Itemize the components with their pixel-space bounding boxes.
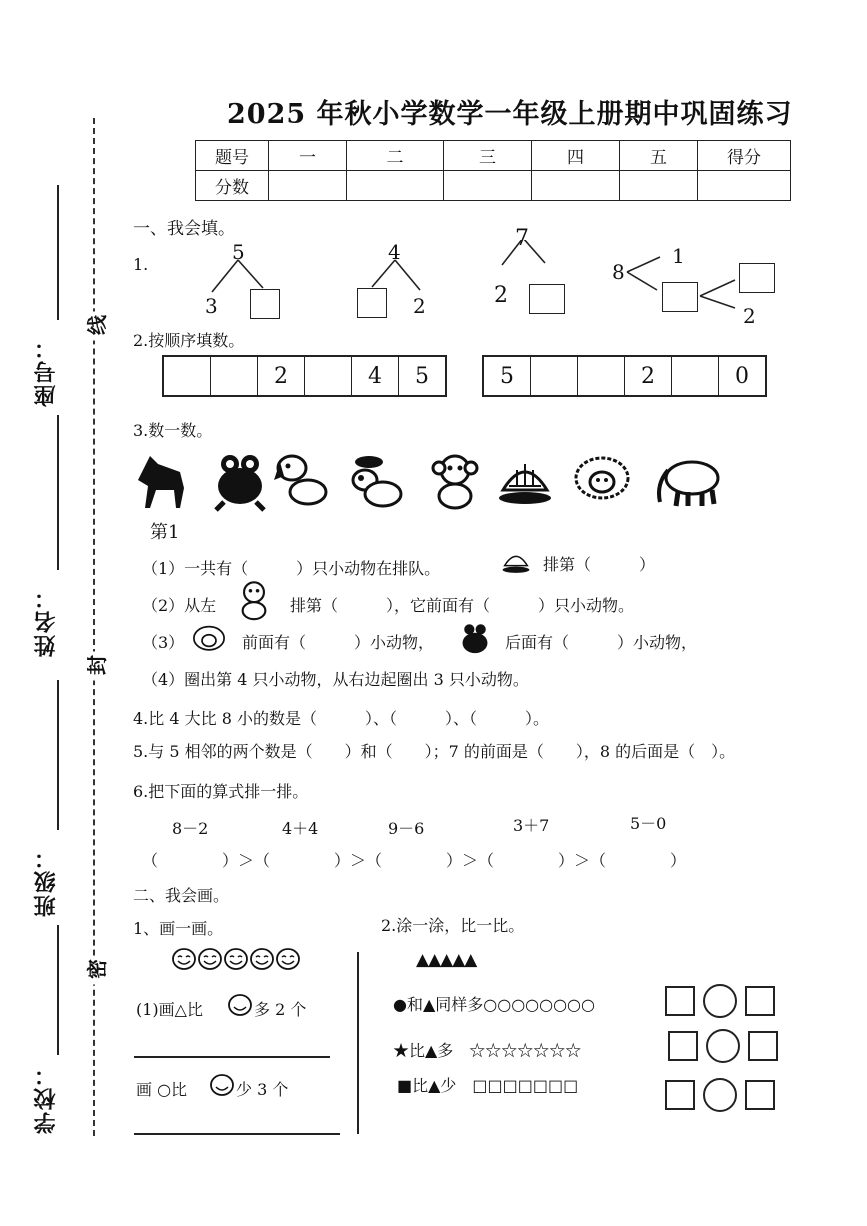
turtle-icon [495,450,555,512]
compare-answer-1 [665,986,775,1018]
score-row-label: 分数 [196,171,269,201]
frog-icon [458,618,492,660]
seq1-cell: 2 [258,357,305,395]
q1-tree1-top: 5 [232,240,245,264]
frog-icon [210,450,270,512]
q1-branch-middle-box[interactable] [662,282,698,312]
section1-heading: 一、我会填。 [133,219,235,239]
seq1-cell: 5 [415,363,429,389]
seq1-cell[interactable] [164,357,211,395]
seq1-cell[interactable] [305,357,352,395]
score-header-cell: 题号 [196,141,269,171]
q1-branch-b: 2 [743,304,756,328]
q3-line-3a: （3） [142,633,185,652]
score-table [195,140,791,201]
seq2-cell[interactable] [578,357,625,395]
seq1-cell: 4 [352,357,399,395]
compare-row-3: ■比▲少 □□□□□□□ [397,1076,579,1095]
compare-label: 2.涂一涂，比一比。 [381,916,525,935]
score-cell[interactable] [532,171,620,201]
answer-circle[interactable] [706,1029,740,1063]
school-blank-line[interactable] [57,925,59,1055]
seal-char-line: 线 [83,312,111,341]
draw-area-line-1[interactable] [134,1056,330,1058]
q1-tree2-right: 2 [413,294,426,318]
compare-row-2: ★比▲多 ☆☆☆☆☆☆☆ [393,1041,582,1060]
q3-line-2a: （2）从左 [142,596,217,615]
class-blank-line[interactable] [57,680,59,830]
q3-line-3b: 前面有（ ）小动物， [242,633,435,652]
score-cell[interactable] [620,171,698,201]
q3-line-1: （1）一共有（ ）只小动物在排队。 [142,559,441,578]
smiley-icon [172,948,196,970]
seat-label: 座号： [33,335,59,407]
seal-char-seal: 封 [83,652,111,681]
smiley-row [172,948,300,970]
answer-square[interactable] [745,986,775,1016]
draw-label: 1、画一画。 [133,919,224,938]
class-label: 班级： [33,845,59,917]
score-cell[interactable] [269,171,347,201]
turtle-icon [496,545,536,577]
smiley-icon [224,948,248,970]
score-header-cell: 五 [620,141,698,171]
dog-icon [270,450,330,512]
name-blank-line[interactable] [57,415,59,570]
q1-tree1-answer-box[interactable] [250,289,280,319]
q1-tree2-top: 4 [388,240,401,264]
q3-line-1b: 排第（ ） [543,555,656,574]
seq2-cell[interactable] [531,357,578,395]
draw-item-1-post: 多 2 个 [254,1000,307,1019]
q6-label: 6.把下面的算式排一排。 [133,782,309,801]
q1-branch-a: 1 [672,244,685,268]
smiley-icon [276,948,300,970]
compare-answer-3 [665,1080,775,1112]
q6-expr: 9－6 [388,819,425,838]
q3-line-4: （4）圈出第 4 只小动物，从右边起圈出 3 只小动物。 [142,670,529,689]
q4-text: 4.比 4 大比 8 小的数是（ ）、（ ）、（ ）。 [133,709,549,728]
q2-sequence-2 [482,355,767,397]
smiley-icon [250,948,274,970]
q3-first-label: 第1 [150,522,180,543]
q1-tree2-answer-box[interactable] [357,288,387,318]
q3-line-2b: 排第（ ），它前面有（ ）只小动物。 [290,596,635,615]
draw-item-2-pre: 画 ○比 [136,1080,188,1099]
smiley-icon [210,1073,234,1097]
draw-area-line-2[interactable] [134,1133,340,1135]
rabbit-icon [345,450,405,512]
q1-tree3-left: 2 [494,283,508,308]
section2-divider [357,952,359,1134]
answer-square[interactable] [748,1031,778,1061]
seq2-cell: 5 [484,357,531,395]
name-label: 姓名： [33,585,59,657]
answer-square[interactable] [745,1080,775,1110]
seq1-cell[interactable] [211,357,258,395]
score-header-cell: 三 [444,141,532,171]
seq2-cell: 0 [735,363,749,389]
sheep-icon [186,622,232,658]
seq2-cell: 2 [625,357,672,395]
q3-line-3c: 后面有（ ）小动物， [505,633,698,652]
q1-tree1-left: 3 [205,294,218,318]
monkey-icon [230,578,278,622]
score-header-cell: 得分 [698,141,791,171]
smiley-icon [228,993,252,1017]
horse-icon [130,450,190,512]
q2-sequence-1 [162,355,447,397]
triangle-row: ▲▲▲▲▲ [416,950,477,970]
q6-expr: 4＋4 [282,819,319,838]
elephant-icon [652,450,730,512]
compare-answer-2 [668,1031,778,1063]
score-cell[interactable] [347,171,444,201]
q1-label: 1. [133,255,149,274]
q5-text: 5.与 5 相邻的两个数是（ ）和（ ）；7 的前面是（ ），8 的后面是（ ）。 [133,742,736,761]
q1-number-bond-lines [190,240,790,330]
q1-tree3-top: 7 [515,226,529,251]
school-label: 学校： [33,1062,59,1134]
q1-branch-start: 8 [612,260,625,284]
sheep-icon [572,450,632,512]
draw-item-1-pre: (1)画△比 [136,1000,203,1019]
score-header-cell: 四 [532,141,620,171]
answer-square[interactable] [665,986,695,1016]
monkey-icon [425,450,485,512]
q3-label: 3.数一数。 [133,421,213,440]
q1-tree3-answer-box[interactable] [529,284,565,314]
seat-blank-line[interactable] [57,185,59,320]
score-cell[interactable] [444,171,532,201]
score-cell[interactable] [698,171,791,201]
score-header-cell: 二 [347,141,444,171]
seal-char-secret: 密 [83,956,111,985]
draw-item-2-post: 少 3 个 [236,1080,289,1099]
answer-square[interactable] [665,1080,695,1110]
answer-circle[interactable] [703,984,737,1018]
section2-heading: 二、我会画。 [133,886,230,905]
compare-row-1: ●和▲同样多○○○○○○○○ [393,995,595,1014]
seq2-cell[interactable] [672,357,719,395]
q6-order-blanks[interactable]: （ ）＞（ ）＞（ ）＞（ ）＞（ ） [142,851,687,870]
q6-expr: 3＋7 [513,816,550,835]
q6-expr: 5－0 [630,814,667,833]
q1-branch-top-box[interactable] [739,263,775,293]
q6-expr: 8－2 [172,819,209,838]
smiley-icon [198,948,222,970]
answer-circle[interactable] [703,1078,737,1112]
page-title: 2025 年秋小学数学一年级上册期中巩固练习 [227,99,793,130]
answer-square[interactable] [668,1031,698,1061]
q2-label: 2.按顺序填数。 [133,331,245,350]
score-header-cell: 一 [269,141,347,171]
